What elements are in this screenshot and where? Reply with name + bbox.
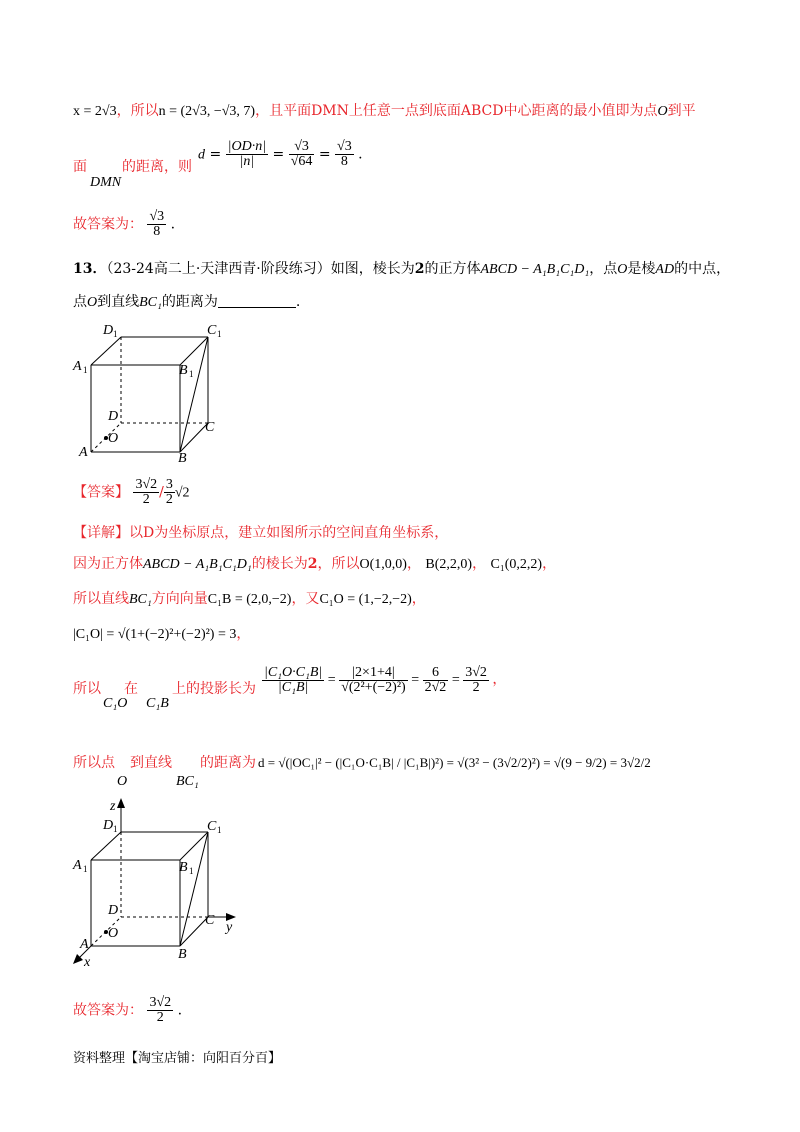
svg-text:1: 1: [189, 866, 194, 876]
svg-text:1: 1: [83, 864, 88, 874]
detail-l6-c: 的距离为: [200, 755, 256, 771]
vec-c1b: C₁B = (2,0,−2): [207, 592, 292, 607]
svg-text:O: O: [108, 926, 119, 941]
problem-text3: ，点: [589, 261, 618, 277]
plane-prefix: 面: [73, 159, 87, 175]
detail-l6-a: 所以点: [73, 755, 115, 771]
problem-text5: 的中点，: [674, 261, 731, 277]
problem-o-2: O: [87, 295, 98, 310]
point-o: O: [657, 104, 668, 119]
label-b1: B: [179, 363, 188, 378]
svg-text:B: B: [179, 860, 188, 875]
detail-l6-o: O: [117, 774, 128, 789]
problem-edge-name: AD: [655, 262, 675, 277]
detail-line-2: 因为正方体ABCD − A₁B₁C₁D₁的棱长为2，所以O(1,0,0)， B(2,2,0)， C₁(0,2,2)，: [73, 556, 557, 572]
answer-den: 8: [153, 224, 161, 239]
d-result-den: 8: [340, 154, 348, 169]
label-b: B: [178, 451, 187, 466]
detail-l5-v2: C₁B: [146, 696, 169, 711]
detail-line-3: 所以直线BC₁方向向量C₁B = (2,0,−2)，又C₁O = (1,−2,−2)，: [73, 591, 426, 607]
o-coord: O(1,0,0): [359, 557, 407, 572]
top-answer: 故答案为： $\frac{√3}{8}$ .: [73, 209, 176, 239]
label-c1: C: [207, 323, 217, 338]
svg-text:B: B: [178, 947, 187, 962]
answer-num: √3: [149, 209, 165, 224]
d-formula-num: |OD·n|: [227, 139, 267, 154]
svg-text:1: 1: [189, 369, 194, 379]
svg-text:C: C: [205, 913, 215, 928]
x-equation: x = 2√3: [73, 104, 117, 119]
d-result-num: √3: [337, 139, 352, 154]
answer-prefix: 故答案为：: [73, 216, 143, 233]
dist-label: 的距离，则: [122, 159, 192, 175]
problem-line-name: BC₁: [139, 295, 162, 310]
final-answer: 故答案为： $\frac{3√2}{2}$ .: [73, 995, 183, 1025]
d-formula-den: |n|: [239, 154, 255, 169]
answer-v2-rad: √2: [174, 485, 190, 501]
z-arrow-icon: [117, 798, 125, 808]
d-mid-den: √64: [290, 154, 313, 169]
answer-v2-num: 3: [165, 477, 173, 492]
n-vector: n = (2√3, −√3, 7): [158, 104, 256, 119]
detail-l5-v1: C₁O: [103, 696, 128, 711]
problem-edge: 2: [414, 261, 425, 277]
problem-number: 13．: [73, 261, 107, 277]
projection-formula: $\frac{\text{|C₁O·C₁B|}}{\text{|C₁B|}}$ = $\frac{|2\times 1+4|}{\text{√(2²+(−2)²)}}$ = $\frac{6}{2√2}$ = $\frac{3√2}{2}$ ，: [264, 665, 507, 695]
label-z: z: [110, 799, 116, 814]
answer-tag: 【答案】: [73, 484, 129, 501]
label-d1: D: [103, 323, 114, 338]
svg-text:1: 1: [83, 365, 88, 375]
svg-text:A: A: [73, 858, 82, 873]
svg-text:1: 1: [217, 825, 222, 835]
claim-text: ，且平面DMN上任意一点到底面ABCD中心距离的最小值即为点: [255, 103, 658, 119]
problem-line2-c: 的距离为: [161, 294, 218, 310]
detail-l5-a: 所以: [73, 681, 101, 697]
svg-text:1: 1: [217, 329, 222, 339]
svg-text:C: C: [207, 819, 217, 834]
label-x: x: [84, 955, 91, 970]
detail-l6-b: 到直线: [130, 755, 172, 771]
svg-text:A: A: [80, 937, 89, 952]
svg-text:1: 1: [113, 824, 118, 834]
problem-text4: 是棱: [627, 261, 656, 277]
answer-v1-num: 3√2: [135, 477, 158, 492]
label-y: y: [226, 920, 233, 935]
label-c: C: [205, 420, 215, 435]
label-a: A: [79, 445, 88, 460]
problem-o: O: [617, 262, 628, 277]
detail-tag: 【详解】: [73, 525, 129, 541]
problem-line2-a: 点: [73, 294, 87, 310]
answer-slash: /: [159, 484, 164, 501]
c1-coord: C₁(0,2,2): [490, 557, 543, 572]
label-o: O: [108, 431, 119, 446]
detail-l5-c: 上的投影长为: [172, 681, 256, 697]
footer-text: 资料整理【淘宝店铺：向阳百分百】: [73, 1051, 282, 1066]
problem-line-2: 点O到直线BC₁的距离为 .: [73, 294, 301, 310]
problem-text1: 如图，棱长为: [330, 261, 415, 277]
detail-l1: 以D为坐标原点，建立如图所示的空间直角坐标系，: [129, 525, 449, 541]
detail-cube: ABCD − A₁B₁C₁D₁: [143, 557, 252, 572]
svg-text:D: D: [108, 903, 119, 918]
plane-name: DMN: [90, 175, 122, 190]
problem-source: （23-24高二上·天津西青·阶段练习）: [106, 261, 331, 277]
d-mid-num: √3: [289, 140, 315, 155]
problem-cube: ABCD − A₁B₁C₁D₁: [480, 262, 590, 277]
d-formula: d = $\frac{|OD\cdot n|}{|n|}$ = $\frac{√3}{√64}$ = $\frac{√3}{8}$ .: [198, 139, 363, 169]
svg-text:D: D: [103, 818, 114, 833]
detail-l6-line: BC₁: [176, 774, 199, 789]
norm-line: |C₁O| = √(1+(−2)²+(−2)²) = 3，: [73, 627, 251, 642]
vec-c1o: C₁O = (1,−2,−2): [319, 592, 412, 607]
so-text: ，所以: [116, 103, 159, 119]
answer-v2-den: 2: [165, 492, 173, 507]
to-plane-text: 到平: [667, 103, 696, 119]
b-coord: B(2,2,0): [425, 557, 473, 572]
problem-text2: 的正方体: [424, 261, 481, 277]
distance-formula: d = √(|OC₁|² − (|C₁O·C₁B| / |C₁B|)²) = √(3² − (3√2/2)²) = √(9 − 9/2) = 3√2/2: [258, 755, 651, 770]
label-d: D: [108, 409, 119, 424]
detail-l5-b: 在: [124, 681, 138, 697]
label-a1: A: [73, 359, 82, 374]
svg-text:1: 1: [113, 329, 118, 339]
answer-v1-den: 2: [142, 492, 150, 507]
problem-line2-b: 到直线: [97, 294, 140, 310]
